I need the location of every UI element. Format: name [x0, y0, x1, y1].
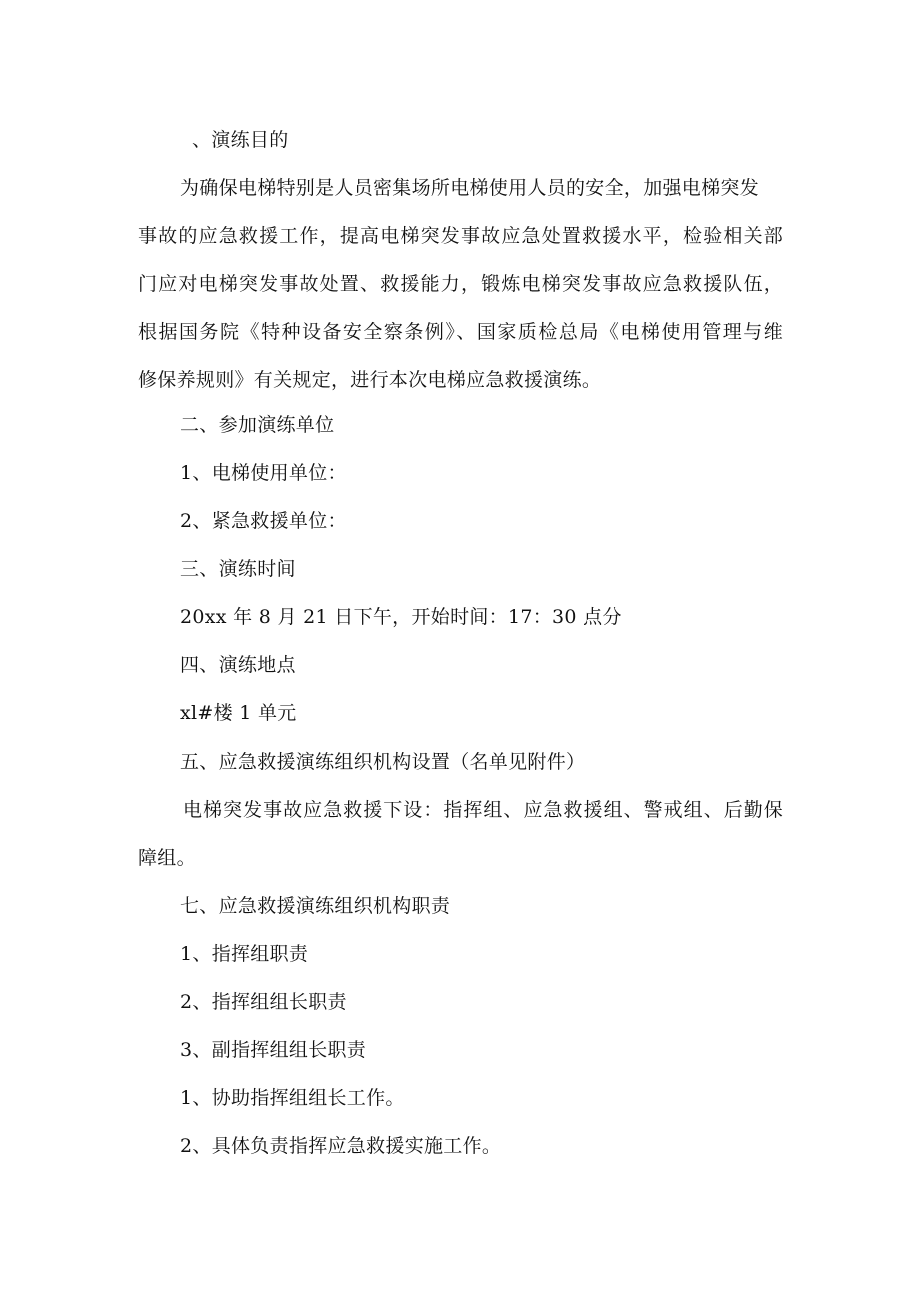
section-heading-purpose: 、演练目的 — [192, 129, 289, 151]
paragraph-line: 事故的应急救援工作，提高电梯突发事故应急处置救援水平，检验相关部 — [138, 225, 783, 247]
section-heading-organization: 五、应急救援演练组织机构设置（名单见附件） — [180, 751, 586, 773]
paragraph-line: 门应对电梯突发事故处置、救援能力，锻炼电梯突发事故应急救援队伍， — [138, 273, 783, 295]
list-item: 1、指挥组职责 — [180, 943, 309, 965]
paragraph-line: 障组。 — [138, 847, 196, 869]
list-item: 2、紧急救援单位： — [180, 510, 347, 532]
paragraph-line: 根据国务院《特种设备安全察条例》、国家质检总局《电梯使用管理与维 — [138, 321, 783, 343]
list-item: 1、协助指挥组组长工作。 — [180, 1087, 405, 1109]
time-value: 20xx 年 8 月 21 日下午，开始时间：17：30 点分 — [180, 606, 622, 628]
paragraph-line: 为确保电梯特别是人员密集场所电梯使用人员的安全，加强电梯突发 — [180, 177, 760, 199]
section-heading-duties: 七、应急救援演练组织机构职责 — [180, 895, 451, 917]
paragraph-line: 修保养规则》有关规定，进行本次电梯应急救援演练。 — [138, 369, 602, 391]
list-item: 1、电梯使用单位： — [180, 462, 347, 484]
list-item: 3、副指挥组组长职责 — [180, 1039, 367, 1061]
section-heading-location: 四、演练地点 — [180, 654, 296, 676]
section-heading-time: 三、演练时间 — [180, 558, 296, 580]
section-heading-units: 二、参加演练单位 — [180, 414, 335, 436]
list-item: 2、指挥组组长职责 — [180, 991, 347, 1013]
list-item: 2、具体负责指挥应急救援实施工作。 — [180, 1135, 502, 1157]
paragraph-line: 电梯突发事故应急救援下设：指挥组、应急救援组、警戒组、后勤保 — [183, 799, 783, 821]
location-value: xl#楼 1 单元 — [180, 702, 297, 724]
